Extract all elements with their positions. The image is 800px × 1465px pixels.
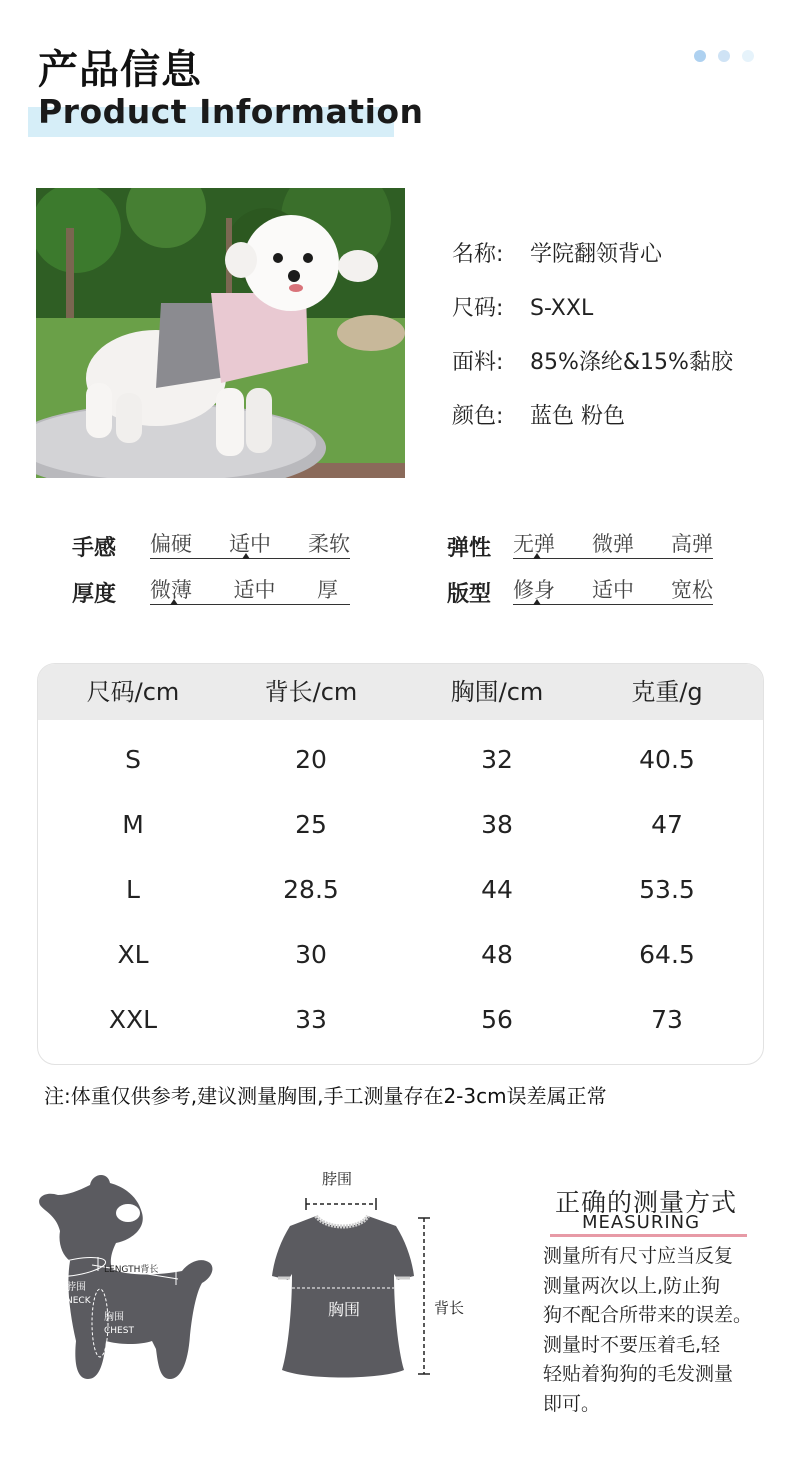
instruction-line: 测量两次以上,防止狗	[543, 1274, 721, 1297]
garment-chest-label: 胸围	[328, 1300, 361, 1319]
info-row-name	[452, 228, 733, 282]
measuring-title: 正确的测量方式	[555, 1188, 738, 1217]
table-cell: 56	[481, 1005, 513, 1034]
attr-label-elasticity: 弹性	[447, 536, 492, 561]
page-title-en: Product Information	[38, 92, 424, 131]
scale-feel	[150, 528, 350, 562]
scale-option: 适中	[233, 578, 276, 602]
scale-option: 无弹	[513, 532, 555, 556]
table-cell: 53.5	[639, 875, 695, 904]
dog-measure-diagram-icon	[30, 1165, 230, 1395]
scale-option: 适中	[229, 532, 271, 556]
info-label: 面料:	[452, 350, 504, 375]
garment-diagram-icon	[270, 1190, 440, 1390]
scale-marker	[533, 553, 541, 559]
table-cell: 25	[295, 810, 327, 839]
table-cell: 48	[481, 940, 513, 969]
table-cell: XL	[117, 940, 149, 969]
scale-option: 偏硬	[150, 532, 192, 556]
info-value: 学院翻领背心	[530, 242, 663, 267]
scale-marker	[242, 553, 250, 559]
product-photo	[36, 188, 405, 478]
info-value: S-XXL	[530, 296, 594, 321]
table-body	[38, 720, 763, 1065]
info-label: 名称:	[452, 242, 504, 267]
measuring-instructions	[543, 1242, 783, 1419]
table-cell: M	[122, 810, 144, 839]
table-cell: 64.5	[639, 940, 695, 969]
table-header-cell: 尺码/cm	[86, 678, 180, 706]
scale-thickness	[150, 574, 350, 608]
table-header	[38, 664, 763, 720]
scale-marker	[170, 599, 178, 605]
dog-chest-label-en: CHEST	[104, 1326, 134, 1336]
attr-label-thickness: 厚度	[72, 582, 117, 607]
scale-line	[150, 558, 350, 559]
scale-option: 厚	[317, 578, 338, 602]
instruction-line: 测量时不要压着毛,轻	[543, 1333, 721, 1356]
table-cell: 44	[481, 875, 513, 904]
instruction-line: 即可。	[543, 1392, 601, 1415]
table-cell: 32	[481, 745, 513, 774]
scale-option: 适中	[592, 578, 634, 602]
table-row	[38, 942, 763, 1007]
scale-option: 修身	[513, 578, 555, 602]
table-cell: 33	[295, 1005, 327, 1034]
measurement-note: 注:体重仅供参考,建议测量胸围,手工测量存在2-3cm误差属正常	[44, 1084, 607, 1108]
table-cell: 20	[295, 745, 327, 774]
table-row	[38, 812, 763, 877]
info-row-color	[452, 390, 733, 444]
table-cell: 28.5	[283, 875, 339, 904]
page-title-cn: 产品信息	[38, 47, 202, 93]
scale-option: 高弹	[671, 532, 713, 556]
decorative-dots	[694, 50, 754, 62]
dog-photo-icon	[36, 188, 405, 478]
dog-neck-label-cn: 脖围	[66, 1282, 86, 1293]
dog-neck-label-en: NECK	[66, 1296, 91, 1306]
scale-marker	[533, 599, 541, 605]
info-value: 85%涤纶&15%黏胶	[530, 350, 733, 375]
instruction-line: 测量所有尺寸应当反复	[543, 1245, 734, 1267]
measuring-underline	[550, 1234, 747, 1237]
instruction-line: 轻贴着狗狗的毛发测量	[543, 1363, 734, 1385]
table-cell: 40.5	[639, 745, 695, 774]
garment-neck-label: 脖围	[322, 1170, 353, 1188]
scale-option: 柔软	[308, 532, 350, 556]
product-info	[452, 228, 733, 444]
dot-1	[694, 50, 706, 62]
scale-option: 宽松	[671, 578, 713, 602]
info-label: 尺码:	[452, 296, 504, 321]
dog-length-label: LENGTH背长	[104, 1265, 159, 1275]
info-label: 颜色:	[452, 404, 504, 429]
dog-chest-label-cn: 胸围	[104, 1312, 124, 1323]
table-cell: 38	[481, 810, 513, 839]
dot-2	[718, 50, 730, 62]
scale-option: 微弹	[592, 532, 634, 556]
scale-line	[513, 604, 713, 605]
garment-back-label: 背长	[434, 1299, 465, 1317]
table-cell: 73	[651, 1005, 683, 1034]
size-table	[37, 663, 764, 1065]
scale-line	[150, 604, 350, 605]
info-row-size	[452, 282, 733, 336]
table-cell: S	[125, 745, 141, 774]
table-row	[38, 747, 763, 812]
attr-label-feel: 手感	[72, 536, 117, 561]
table-header-cell: 背长/cm	[264, 678, 358, 706]
attr-label-fit: 版型	[447, 582, 492, 607]
scale-elasticity	[513, 528, 713, 562]
scale-line	[513, 558, 713, 559]
dot-3	[742, 50, 754, 62]
table-header-cell: 克重/g	[631, 678, 703, 706]
instruction-line: 狗不配合所带来的误差。	[543, 1304, 753, 1326]
table-header-cell: 胸围/cm	[450, 678, 544, 706]
info-row-fabric	[452, 336, 733, 390]
scale-option: 微薄	[150, 578, 192, 602]
info-value: 蓝色 粉色	[530, 404, 625, 429]
table-cell: 30	[295, 940, 327, 969]
table-cell: L	[126, 875, 140, 904]
table-row	[38, 877, 763, 942]
measuring-subtitle: MEASURING	[582, 1212, 701, 1233]
table-cell: 47	[651, 810, 683, 839]
scale-fit	[513, 574, 713, 608]
table-cell: XXL	[108, 1005, 158, 1034]
table-row	[38, 1007, 763, 1065]
